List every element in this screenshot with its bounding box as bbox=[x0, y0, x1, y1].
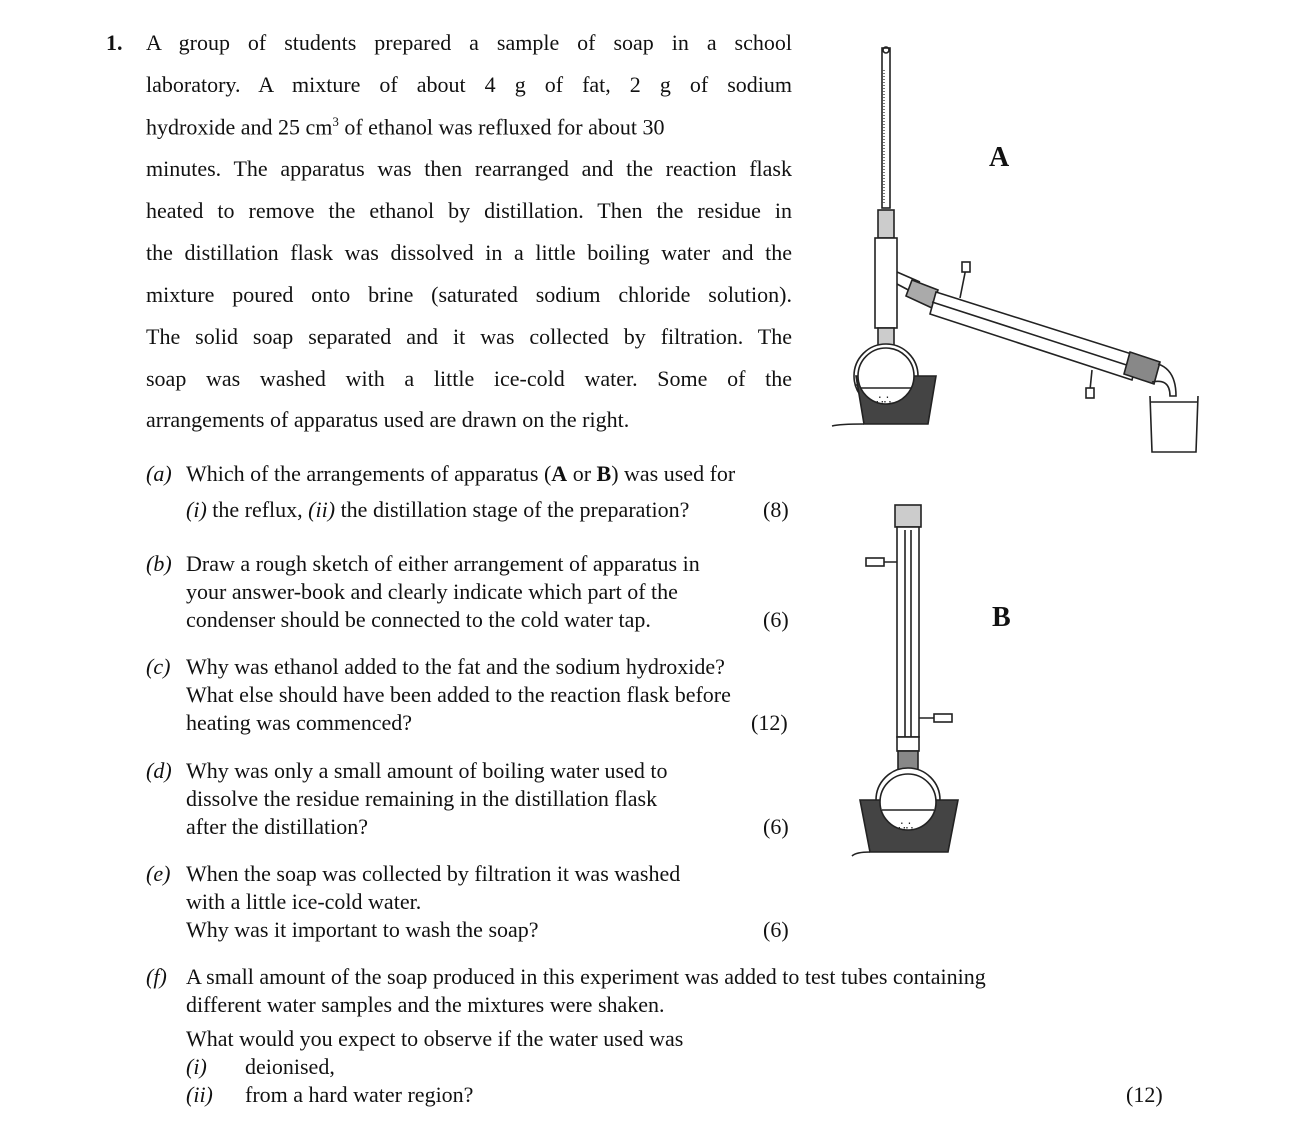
intro-line-3 bbox=[146, 114, 792, 140]
part-e-label: (e) bbox=[146, 861, 171, 886]
apparatus-b-label: B bbox=[992, 602, 1011, 633]
reflux-apparatus-drawing bbox=[850, 500, 980, 860]
intro-line-1: A group of students prepared a sample of soap in a school bbox=[146, 30, 792, 55]
part-c-marks: (12) bbox=[751, 710, 788, 735]
part-e-line-2: with a little ice-cold water. bbox=[186, 889, 422, 914]
intro-line-4: minutes. The apparatus was then rearranged and the reaction flask bbox=[146, 156, 792, 181]
part-d-line-3: after the distillation? bbox=[186, 814, 369, 839]
part-f-sub-ii-label: (ii) bbox=[186, 1082, 213, 1107]
thermometer-icon bbox=[882, 47, 890, 208]
part-c-line-1: Why was ethanol added to the fat and the sodium hydroxide? bbox=[186, 654, 725, 679]
distillation-apparatus-drawing bbox=[820, 40, 1220, 460]
part-a bbox=[146, 460, 796, 520]
heating-bath-icon bbox=[832, 348, 936, 426]
part-b bbox=[146, 550, 796, 640]
part-d-label: (d) bbox=[146, 758, 172, 783]
part-a-label: (a) bbox=[146, 461, 172, 486]
part-b-line-2: your answer-book and clearly indicate which part of the bbox=[186, 579, 678, 604]
superscript-3: 3 bbox=[332, 114, 339, 129]
part-d-marks: (6) bbox=[763, 814, 789, 839]
question-number: 1. bbox=[106, 30, 123, 55]
part-c bbox=[146, 653, 796, 743]
part-f-label: (f) bbox=[146, 964, 167, 989]
part-f-marks: (12) bbox=[1126, 1082, 1163, 1107]
intro-line-3a: hydroxide and 25 cm bbox=[146, 114, 333, 140]
intro-line-6: the distillation flask was dissolved in a little boiling water and the bbox=[146, 240, 792, 265]
beaker-icon bbox=[1150, 396, 1198, 452]
part-f-sub-i-label: (i) bbox=[186, 1054, 207, 1079]
reflux-heating-bath-icon bbox=[852, 774, 958, 856]
part-f-sub-i: deionised, bbox=[245, 1054, 335, 1079]
intro-line-9: soap was washed with a little ice-cold water. Some of the bbox=[146, 366, 792, 391]
part-b-marks: (6) bbox=[763, 607, 789, 632]
part-d-line-1: Why was only a small amount of boiling water used to bbox=[186, 758, 668, 783]
part-e-line-3: Why was it important to wash the soap? bbox=[186, 917, 539, 942]
part-e bbox=[146, 860, 796, 950]
part-c-label: (c) bbox=[146, 654, 171, 679]
part-f-line-3: What would you expect to observe if the water used was bbox=[186, 1026, 684, 1051]
intro-line-7: mixture poured onto brine (saturated sodium chloride solution). bbox=[146, 282, 792, 307]
part-d-line-2: dissolve the residue remaining in the distillation flask bbox=[186, 786, 658, 811]
condenser-icon bbox=[897, 527, 919, 750]
svg-text:∴∴: ∴∴ bbox=[898, 819, 914, 833]
part-f bbox=[146, 963, 1176, 1113]
part-c-line-2: What else should have been added to the reaction flask before bbox=[186, 682, 731, 707]
intro-line-10: arrangements of apparatus used are drawn on the right. bbox=[146, 407, 630, 432]
part-b-label: (b) bbox=[146, 551, 172, 576]
part-b-line-3: condenser should be connected to the cold water tap. bbox=[186, 607, 651, 632]
part-f-line-1: A small amount of the soap produced in this experiment was added to test tubes containing bbox=[186, 964, 986, 989]
apparatus-a-label: A bbox=[989, 142, 1010, 173]
intro-line-3b: of ethanol was refluxed for about 30 bbox=[338, 114, 665, 140]
part-f-sub-ii: from a hard water region? bbox=[245, 1082, 474, 1107]
part-d bbox=[146, 757, 796, 847]
intro-line-2: laboratory. A mixture of about 4 g of fat, 2 g of sodium bbox=[146, 72, 792, 97]
part-b-line-1: Draw a rough sketch of either arrangement of apparatus in bbox=[186, 551, 700, 576]
part-e-marks: (6) bbox=[763, 917, 789, 942]
part-f-line-2: different water samples and the mixtures were shaken. bbox=[186, 992, 665, 1017]
svg-text:∴∴: ∴∴ bbox=[876, 393, 892, 407]
part-a-marks: (8) bbox=[763, 497, 789, 522]
intro-line-8: The solid soap separated and it was collected by filtration. The bbox=[146, 324, 792, 349]
part-e-line-1: When the soap was collected by filtration it was washed bbox=[186, 861, 681, 886]
part-a-line-2: (i) the reflux, (ii) the distillation stage of the preparation? bbox=[186, 497, 690, 522]
part-c-line-3: heating was commenced? bbox=[186, 710, 413, 735]
part-a-line-1: Which of the arrangements of apparatus (A or B) was used for bbox=[186, 461, 736, 486]
intro-line-5: heated to remove the ethanol by distillation. Then the residue in bbox=[146, 198, 792, 223]
